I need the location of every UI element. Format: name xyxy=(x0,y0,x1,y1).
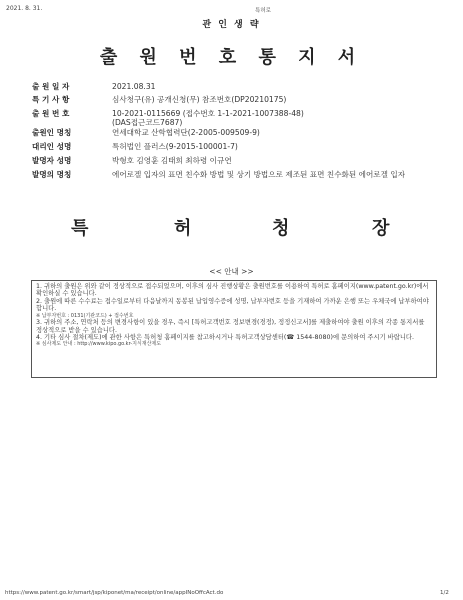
issuer-char: 특 xyxy=(71,218,89,239)
info-value: 박형호 김영훈 김태희 최하령 이규연 xyxy=(112,156,232,165)
print-source: 특허로 xyxy=(255,8,271,14)
info-label: 출 원 번 호 xyxy=(32,109,70,118)
page-url: https://www.patent.go.kr/smart/jsp/kiponet/ma/receipt/online/appINoOffcAct.do xyxy=(5,590,224,596)
issuer-char: 장 xyxy=(372,218,390,239)
info-label: 발명의 명칭 xyxy=(32,170,72,179)
info-value: 2021.08.31 xyxy=(112,82,156,91)
guide-item: 1. 귀하의 출원은 위와 같이 정상적으로 접수되었으며, 이후의 심사 진행상황은 출원번호를 이용하여 특허로 홈페이지(www.patent.go.kr)에서 확인하실 수 있습니다. xyxy=(36,283,429,298)
info-row-invention-title xyxy=(32,170,405,179)
guide-title: << 안내 >> xyxy=(209,267,254,276)
guide-item: 4. 기타 심사 절차(제도)에 관한 사항은 특허청 홈페이지를 참고하시거나 특허고객상담센터(☎ 1544-8080)에 문의하여 주시기 바랍니다. xyxy=(36,334,414,342)
info-row-special-notes xyxy=(32,95,286,104)
info-label: 출 원 일 자 xyxy=(32,82,70,91)
guide-note: ※ 심사제도 안내 : http://www.kipo.go.kr-지식재산제도 xyxy=(36,341,162,348)
info-row-filing-date xyxy=(32,82,155,91)
document-title: 출 원 번 호 통 지 서 xyxy=(99,47,364,68)
guide-item: 2. 출원에 따른 수수료는 접수일로부터 다음날까지 동봉된 납입영수증에 성명, 납부자번호 등을 기재하여 가까운 은행 또는 우체국에 납부하여야 합니다. xyxy=(36,297,429,313)
info-value: 특허법인 플러스(9-2015-100001-7) xyxy=(112,142,238,151)
info-row-agent xyxy=(32,142,238,151)
info-row-applicant xyxy=(32,128,260,137)
info-row-application-number xyxy=(32,109,304,127)
info-label: 대리인 성명 xyxy=(32,142,72,151)
print-date: 2021. 8. 31. xyxy=(6,5,43,12)
issuer-char: 청 xyxy=(272,218,290,239)
info-value: 연세대학교 산학협력단(2-2005-009509-9) xyxy=(112,128,260,137)
das-access-code: (DAS접근코드7687) xyxy=(112,118,183,127)
issuer-char: 허 xyxy=(174,218,192,239)
application-number: 10-2021-0115669 (접수번호 1-1-2021-1007388-48) xyxy=(112,109,304,118)
info-row-inventors xyxy=(32,156,232,165)
info-value xyxy=(112,109,304,127)
guide-box xyxy=(31,280,437,378)
guide-item: 3. 귀하의 주소, 연락처 등의 변경사항이 있을 경우, 즉시 [특허고객번호 정보변경(경정), 정정신고서]를 제출하여야 출원 이후의 각종 통지서를 정상적으로 받을 수 있습니다. xyxy=(36,319,425,334)
info-value: 심사청구(유) 공개신청(무) 참조번호(DP20210175) xyxy=(112,95,287,104)
info-label: 출원인 명칭 xyxy=(32,128,72,137)
info-value: 에어로겔 입자의 표면 친수화 방법 및 상기 방법으로 제조된 표면 친수화된 에어로겔 입자 xyxy=(112,170,406,179)
info-label: 특 기 사 항 xyxy=(32,95,70,104)
seal-omitted-notice: 관 인 생 략 xyxy=(202,20,261,30)
info-label: 발명자 성명 xyxy=(32,156,72,165)
page-number: 1/2 xyxy=(440,590,449,596)
guide-note: ※ 납부자번호 : 0131(기관코드) + 접수번호 xyxy=(36,312,134,319)
issuer-commissioner xyxy=(0,214,463,238)
